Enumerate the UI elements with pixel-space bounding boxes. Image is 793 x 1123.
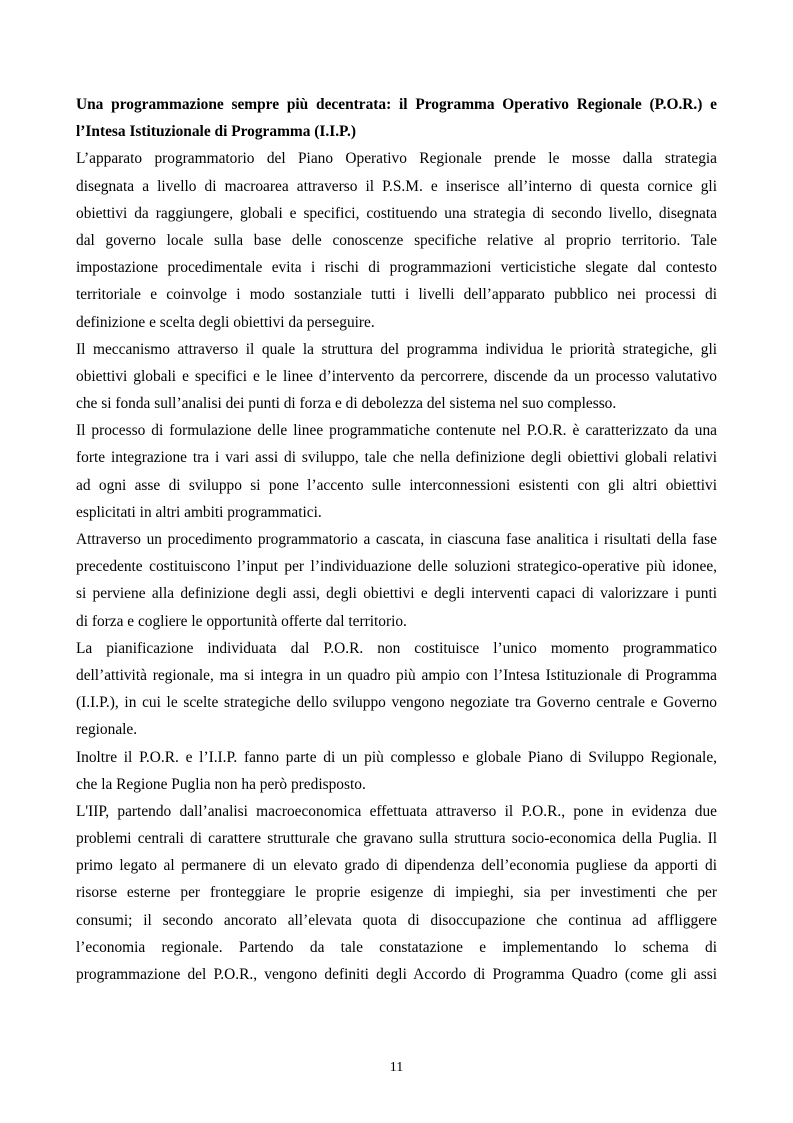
text-line: La pianificazione individuata dal P.O.R. non costituisce l’unico momento programmatico xyxy=(76,639,717,657)
text-line: consumi; il secondo ancorato all’elevata quota di disoccupazione che continua ad affliggere xyxy=(76,911,717,929)
paragraph-3 xyxy=(76,417,717,526)
text-line: definizione e scelta degli obiettivi da perseguire. xyxy=(76,313,375,331)
text-line: dal governo locale sulla base delle conoscenze specifiche relative al proprio territorio. Tale xyxy=(76,231,717,249)
paragraph-1 xyxy=(76,145,717,335)
text-line: obiettivi globali e specifici e le linee d’intervento da percorrere, discende da un processo valutativo xyxy=(76,367,717,385)
paragraph-5 xyxy=(76,635,717,744)
text-line: problemi centrali di carattere strutturale che gravano sulla struttura socio-economica della Puglia. Il xyxy=(76,830,717,848)
section-heading xyxy=(76,91,717,145)
paragraph-7 xyxy=(76,798,717,988)
text-line: territoriale e coinvolge i modo sostanziale tutti i livelli dell’apparato pubblico nei processi di xyxy=(76,286,717,304)
text-line: (I.I.P.), in cui le scelte strategiche dello sviluppo vengono negoziate tra Governo centrale e Governo xyxy=(76,694,717,712)
text-line: obiettivi da raggiungere, globali e specifici, costituendo una strategia di secondo livello, disegnata xyxy=(76,204,717,222)
text-line: L'IIP, partendo dall’analisi macroeconomica effettuata attraverso il P.O.R., pone in evidenza due xyxy=(76,802,717,820)
paragraph-4 xyxy=(76,526,717,635)
heading-line: Una programmazione sempre più decentrata: il Programma Operativo Regionale (P.O.R.) e xyxy=(76,96,717,113)
text-line: ad ogni asse di sviluppo si pone l’accento sulle interconnessioni esistenti con gli altri obiettivi xyxy=(76,476,717,494)
text-line: precedente costituiscono l’input per l’individuazione delle soluzioni strategico-operative più idonee, xyxy=(76,558,717,576)
text-line: Inoltre il P.O.R. e l’I.I.P. fanno parte di un più complesso e globale Piano di Sviluppo Regionale, xyxy=(76,748,717,766)
text-line: regionale. xyxy=(76,721,138,739)
text-line: programmazione del P.O.R., vengono definiti degli Accordo di Programma Quadro (come gli assi xyxy=(76,966,717,983)
text-line: esplicitati in altri ambiti programmatici. xyxy=(76,503,322,521)
text-line: L’apparato programmatorio del Piano Operativo Regionale prende le mosse dalla strategia xyxy=(76,150,717,168)
paragraph-2 xyxy=(76,336,717,418)
text-line: dell’attività regionale, ma si integra in un quadro più ampio con l’Intesa Istituzionale di Programma xyxy=(76,666,717,684)
document-body xyxy=(76,91,717,988)
text-line: Il processo di formulazione delle linee programmatiche contenute nel P.O.R. è caratterizzato da una xyxy=(76,422,717,440)
text-line: forte integrazione tra i vari assi di sviluppo, tale che nella definizione degli obiettivi globali relativi xyxy=(76,449,717,467)
text-line: che si fonda sull’analisi dei punti di forza e di debolezza del sistema nel suo complesso. xyxy=(76,395,617,413)
text-line: Il meccanismo attraverso il quale la struttura del programma individua le priorità strategiche, gli xyxy=(76,340,717,358)
text-line: si perviene alla definizione degli assi, degli obiettivi e degli interventi capaci di valorizzare i punti xyxy=(76,585,717,603)
text-line: impostazione procedimentale evita i rischi di programmazioni verticistiche slegate dal contesto xyxy=(76,259,717,277)
page-number: 11 xyxy=(389,1060,404,1075)
text-line: risorse esterne per fronteggiare le proprie esigenze di impieghi, sia per investimenti che per xyxy=(76,884,717,902)
paragraph-6 xyxy=(76,744,717,798)
text-line: disegnata a livello di macroarea attraverso il P.S.M. e inserisce all’interno di questa cornice gli xyxy=(76,177,717,195)
heading-line: l’Intesa Istituzionale di Programma (I.I.P.) xyxy=(76,123,357,141)
text-line: primo legato al permanere di un elevato grado di dipendenza dell’economia pugliese da apporti di xyxy=(76,857,717,875)
text-line: Attraverso un procedimento programmatorio a cascata, in ciascuna fase analitica i risultati della fase xyxy=(76,531,717,548)
text-line: l’economia regionale. Partendo da tale constatazione e implementando lo schema di xyxy=(76,938,717,956)
text-line: che la Regione Puglia non ha però predisposto. xyxy=(76,775,366,793)
text-line: di forza e cogliere le opportunità offerte dal territorio. xyxy=(76,612,407,630)
